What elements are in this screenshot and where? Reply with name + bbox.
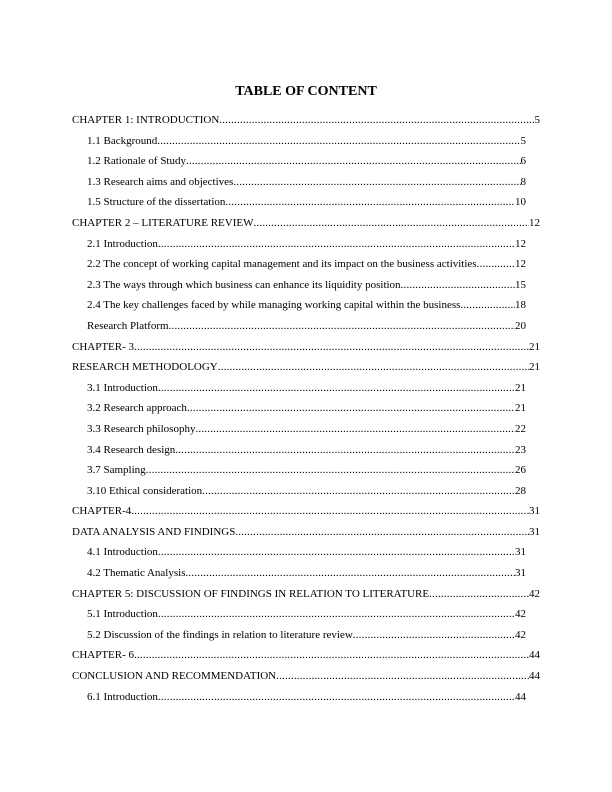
- toc-dot-leader: [158, 236, 515, 252]
- toc-dot-leader: [169, 318, 515, 334]
- toc-dot-leader: [401, 277, 515, 293]
- toc-section-entry[interactable]: [0, 400, 612, 421]
- toc-dot-leader: [187, 400, 515, 416]
- toc-chapter-entry[interactable]: [0, 586, 612, 607]
- toc-entry-label: 4.2 Thematic Analysis: [87, 567, 186, 580]
- toc-page-number: 31: [515, 567, 526, 580]
- toc-entry-label: 6.1 Introduction: [87, 690, 158, 703]
- toc-entry-label: 1.2 Rationale of Study: [87, 155, 186, 168]
- toc-entry-label: CHAPTER 5: DISCUSSION OF FINDINGS IN RELATION TO LITERATURE: [72, 587, 430, 600]
- toc-chapter-entry[interactable]: [0, 668, 612, 689]
- toc-page-number: 15: [515, 278, 526, 291]
- toc-dot-leader: [477, 256, 515, 272]
- toc-entry-label: CHAPTER 2 – LITERATURE REVIEW: [72, 216, 254, 229]
- toc-dot-leader: [185, 565, 515, 581]
- toc-entry-label: 3.7 Sampling: [87, 464, 146, 477]
- toc-entry-label: 3.10 Ethical consideration: [87, 484, 203, 497]
- toc-dot-leader: [353, 627, 515, 643]
- toc-section-entry[interactable]: [0, 236, 612, 257]
- toc-page-number: 44: [515, 690, 526, 703]
- toc-entry-label: CONCLUSION AND RECOMMENDATION: [72, 670, 277, 683]
- toc-entry-label: Research Platform: [87, 319, 169, 332]
- toc-dot-leader: [158, 544, 515, 560]
- toc-entry-label: CHAPTER 1: INTRODUCTION: [72, 114, 220, 126]
- toc-page-number: 21: [529, 340, 540, 353]
- toc-entry-label: 3.1 Introduction: [87, 381, 158, 394]
- toc-page-number: 8: [520, 175, 526, 188]
- toc-section-entry[interactable]: [0, 297, 612, 318]
- toc-entry-label: 1.3 Research aims and objectives: [87, 175, 234, 188]
- toc-dot-leader: [158, 606, 515, 622]
- toc-page-number: 20: [515, 319, 526, 332]
- toc-section-entry[interactable]: [0, 627, 612, 648]
- toc-dot-leader: [134, 647, 529, 663]
- toc-section-entry[interactable]: [0, 483, 612, 504]
- toc-dot-leader: [253, 215, 529, 231]
- toc-page-number: 12: [515, 258, 526, 271]
- toc-page-number: 42: [529, 587, 540, 600]
- toc-dot-leader: [195, 421, 515, 437]
- toc-dot-leader: [157, 133, 520, 149]
- toc-chapter-entry[interactable]: [0, 647, 612, 668]
- toc-entry-label: DATA ANALYSIS AND FINDINGS: [72, 525, 236, 538]
- toc-dot-leader: [235, 524, 529, 540]
- toc-entry-label: 2.4 The key challenges faced by while managing working capital within the business: [87, 299, 461, 312]
- toc-list: [0, 112, 612, 709]
- toc-section-entry[interactable]: [0, 462, 612, 483]
- toc-entry-label: 5.2 Discussion of the findings in relation to literature review: [87, 628, 353, 641]
- toc-chapter-entry[interactable]: [0, 339, 612, 360]
- toc-page-number: 31: [515, 546, 526, 559]
- toc-page-number: 21: [515, 402, 526, 415]
- toc-dot-leader: [146, 462, 515, 478]
- toc-entry-label: RESEARCH METHODOLOGY: [72, 361, 218, 374]
- toc-page-number: 5: [520, 134, 526, 147]
- toc-page-number: 12: [515, 237, 526, 250]
- toc-chapter-entry[interactable]: [0, 112, 612, 133]
- toc-section-entry[interactable]: [0, 544, 612, 565]
- toc-dot-leader: [429, 586, 529, 602]
- toc-page-number: 18: [515, 299, 526, 312]
- toc-dot-leader: [460, 297, 515, 313]
- toc-entry-label: 3.3 Research philosophy: [87, 422, 196, 435]
- toc-page-number: 44: [529, 649, 540, 662]
- toc-entry-label: 2.2 The concept of working capital management and its impact on the business activities: [87, 258, 477, 271]
- toc-entry-label: 3.2 Research approach: [87, 402, 187, 415]
- toc-entry-label: 1.1 Background: [87, 134, 158, 147]
- toc-page-number: 31: [529, 505, 540, 518]
- toc-page-number: 5: [534, 114, 540, 126]
- toc-page-number: 21: [515, 381, 526, 394]
- toc-section-entry[interactable]: [0, 565, 612, 586]
- toc-entry-label: 2.3 The ways through which business can enhance its liquidity position: [87, 278, 401, 291]
- toc-page-number: 42: [515, 608, 526, 621]
- toc-section-entry[interactable]: [0, 256, 612, 277]
- toc-chapter-entry[interactable]: [0, 215, 612, 236]
- toc-dot-leader: [276, 668, 529, 684]
- toc-section-entry[interactable]: [0, 194, 612, 215]
- toc-dot-leader: [186, 153, 521, 169]
- toc-section-entry[interactable]: [0, 442, 612, 463]
- toc-chapter-entry[interactable]: [0, 359, 612, 380]
- toc-dot-leader: [225, 194, 515, 210]
- toc-chapter-entry[interactable]: [0, 524, 612, 545]
- toc-section-entry[interactable]: [0, 421, 612, 442]
- toc-dot-leader: [158, 380, 515, 396]
- toc-section-entry[interactable]: [0, 133, 612, 154]
- toc-section-entry[interactable]: [0, 606, 612, 627]
- toc-entry-label: 2.1 Introduction: [87, 237, 158, 250]
- toc-entry-label: CHAPTER- 3: [72, 340, 135, 353]
- toc-page-number: 22: [515, 422, 526, 435]
- toc-page-number: 23: [515, 443, 526, 456]
- toc-section-entry[interactable]: [0, 153, 612, 174]
- toc-page-number: 28: [515, 484, 526, 497]
- toc-page-number: 44: [529, 670, 540, 683]
- toc-section-entry[interactable]: [0, 318, 612, 339]
- toc-entry-label: 3.4 Research design: [87, 443, 176, 456]
- toc-dot-leader: [134, 339, 529, 355]
- toc-dot-leader: [158, 689, 515, 705]
- toc-page-number: 6: [520, 155, 526, 168]
- toc-entry-label: 4.1 Introduction: [87, 546, 158, 559]
- toc-section-entry[interactable]: [0, 174, 612, 195]
- toc-dot-leader: [233, 174, 520, 190]
- toc-page-number: 26: [515, 464, 526, 477]
- toc-dot-leader: [131, 503, 529, 519]
- toc-page-number: 42: [515, 628, 526, 641]
- toc-title: TABLE OF CONTENT: [235, 84, 377, 99]
- toc-page-number: 10: [515, 196, 526, 209]
- toc-dot-leader: [218, 359, 529, 375]
- toc-section-entry[interactable]: [0, 277, 612, 298]
- toc-entry-label: 1.5 Structure of the dissertation: [87, 196, 226, 209]
- toc-section-entry[interactable]: [0, 689, 612, 710]
- toc-chapter-entry[interactable]: [0, 503, 612, 524]
- toc-page-number: 21: [529, 361, 540, 374]
- toc-page-number: 31: [529, 525, 540, 538]
- toc-section-entry[interactable]: [0, 380, 612, 401]
- toc-entry-label: 5.1 Introduction: [87, 608, 158, 621]
- toc-entry-label: CHAPTER-4: [72, 505, 132, 518]
- toc-page-number: 12: [529, 216, 540, 229]
- toc-entry-label: CHAPTER- 6: [72, 649, 135, 662]
- toc-dot-leader: [202, 483, 515, 499]
- toc-dot-leader: [175, 442, 515, 458]
- toc-dot-leader: [219, 112, 534, 128]
